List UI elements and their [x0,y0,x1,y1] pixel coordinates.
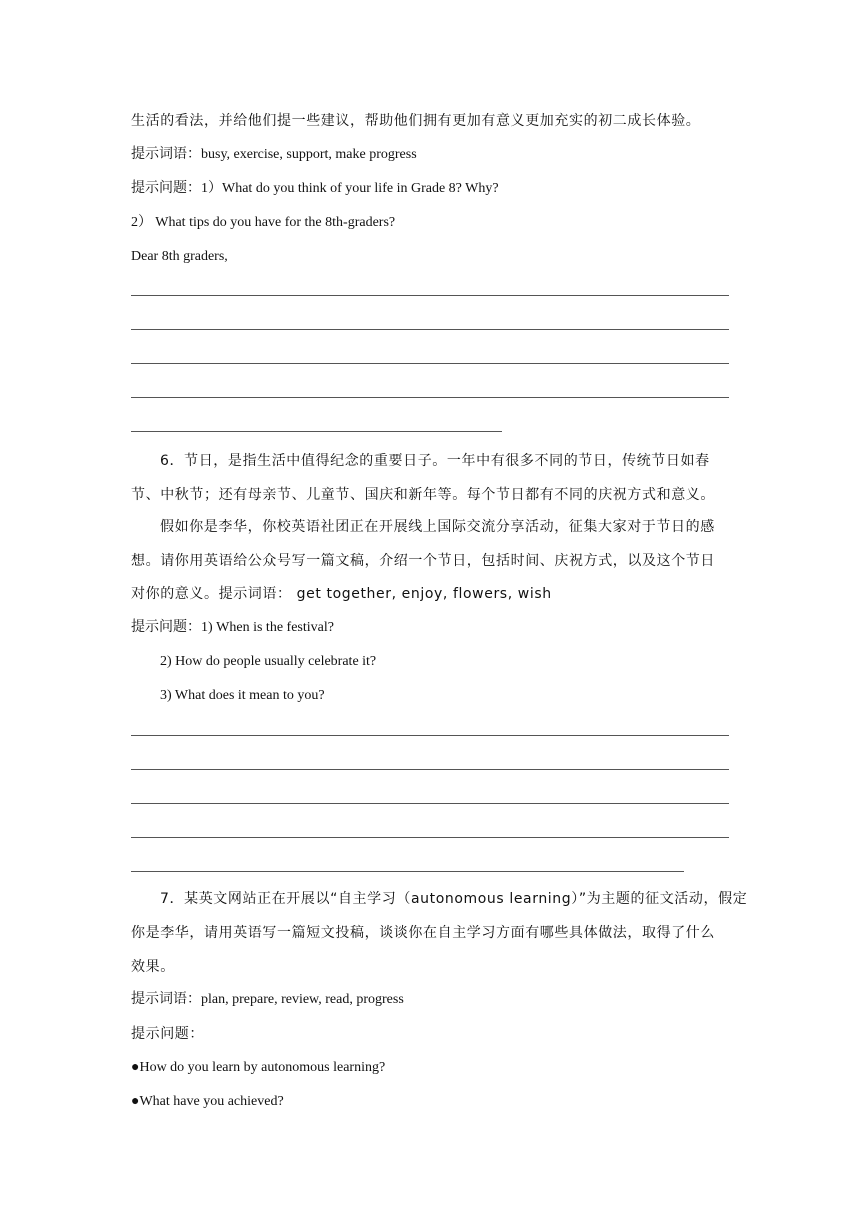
q5-question-2: 2） What tips do you have for the 8th-graders? [131,215,396,230]
q6-question-3: 3) What does it mean to you? [160,688,325,703]
q5-intro-tail: 生活的看法，并给他们提一些建议，帮助他们拥有更加有意义更加充实的初二成长体验。 [131,113,701,129]
answer-line[interactable] [131,769,729,770]
q7-questions-label: 提示问题： [131,1026,204,1042]
answer-line[interactable] [131,837,729,838]
q7-bullet-2: ●What have you achieved? [131,1094,284,1109]
q6-para1-line1: 6．节日，是指生活中值得纪念的重要日子。一年中有很多不同的节日，传统节日如春 [160,453,710,469]
answer-line[interactable] [131,363,729,364]
answer-line[interactable] [131,871,684,872]
answer-line[interactable] [131,431,502,432]
q7-line1: 7．某英文网站正在开展以“自主学习（autonomous learning）”为主题的征文活动，假定 [160,891,748,907]
answer-line[interactable] [131,329,729,330]
q5-question-1: 提示问题：1）What do you think of your life in Grade 8? Why? [131,181,499,196]
answer-line[interactable] [131,735,729,736]
q6-para2-line3: 对你的意义。提示词语： get together, enjoy, flowers, wish [131,586,552,602]
q7-line2: 你是李华，请用英语写一篇短文投稿，谈谈你在自主学习方面有哪些具体做法，取得了什么 [131,925,715,941]
q7-bullet-1: ●How do you learn by autonomous learning? [131,1060,386,1075]
q6-question-1: 提示问题：1) When is the festival? [131,620,334,635]
answer-line[interactable] [131,803,729,804]
answer-line[interactable] [131,397,729,398]
q6-para2-line1: 假如你是李华，你校英语社团正在开展线上国际交流分享活动，征集大家对于节日的感 [160,519,715,535]
q5-salutation: Dear 8th graders, [131,249,228,264]
q6-question-2: 2) How do people usually celebrate it? [160,654,377,669]
q7-line3: 效果。 [131,959,175,975]
q7-keywords: 提示词语：plan, prepare, review, read, progress [131,992,404,1007]
answer-line[interactable] [131,295,729,296]
q5-keywords: 提示词语：busy, exercise, support, make progress [131,147,417,162]
q6-para1-line2: 节、中秋节；还有母亲节、儿童节、国庆和新年等。每个节日都有不同的庆祝方式和意义。 [131,487,715,503]
q6-para2-line2: 想。请你用英语给公众号写一篇文稿，介绍一个节日，包括时间、庆祝方式，以及这个节日 [131,553,715,569]
